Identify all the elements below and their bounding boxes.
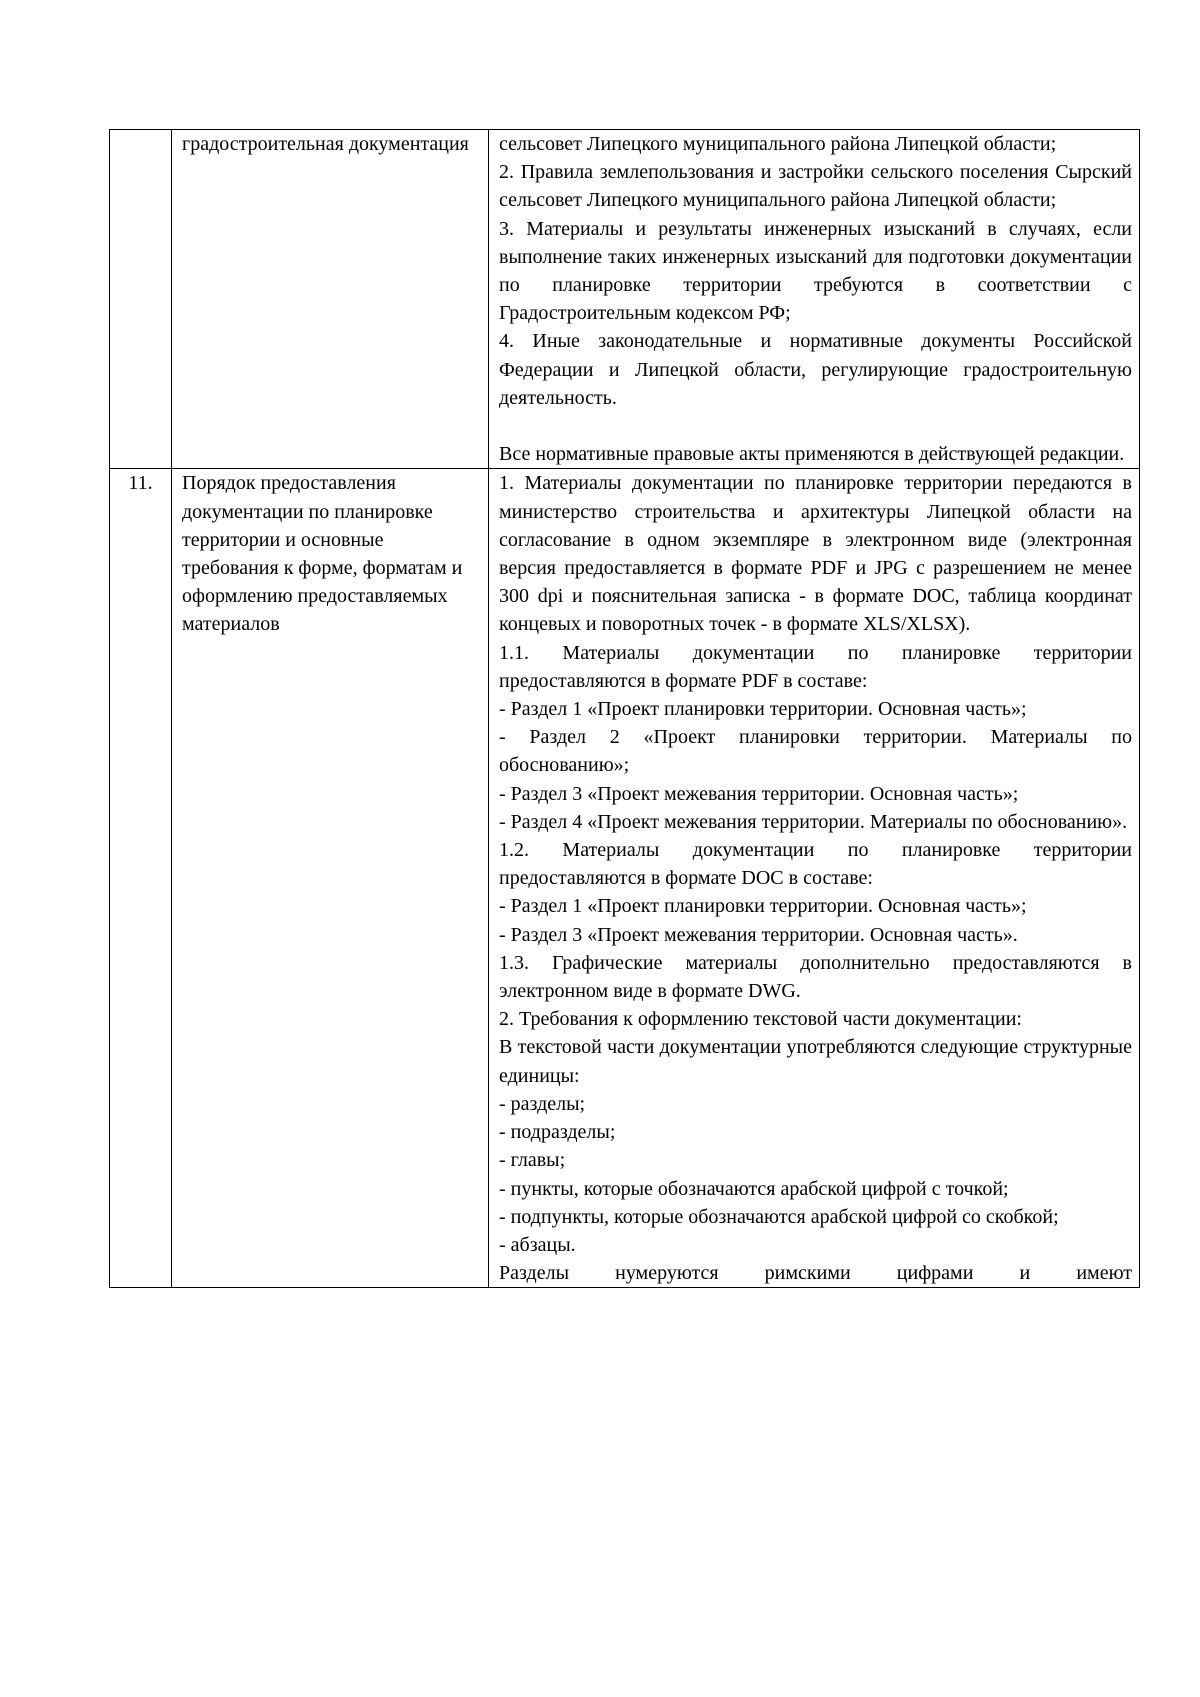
requirements-table: [109, 129, 1140, 1288]
paragraph: 1. Материалы документации по планировке территории передаются в министерство строительства и архитектуры Липецкой области на согласование в одном экземпляре в электронном виде (электронная версия предоставляется в формате PDF и JPG с разрешением не менее 300 dpi и пояснительная записка - в формате DOC, таблица координат концевых и поворотных точек - в формате XLS/XLSX).: [499, 472, 1132, 636]
row-number-cell: 11.: [110, 469, 172, 1288]
paragraph: - пункты, которые обозначаются арабской цифрой с точкой;: [499, 1177, 1009, 1200]
paragraph: 1.2. Материалы документации по планировке территории предоставляются в формате DOC в составе:: [499, 839, 1132, 890]
paragraph: - подпункты, которые обозначаются арабской цифрой со скобкой;: [499, 1205, 1059, 1228]
paragraph: - Раздел 4 «Проект межевания территории. Материалы по обоснованию».: [499, 810, 1128, 833]
paragraph: - абзацы.: [499, 1233, 576, 1256]
table-row: [110, 469, 1140, 1288]
paragraph: В текстовой части документации употребляются следующие структурные единицы:: [499, 1036, 1132, 1087]
row-description-cell: [489, 130, 1140, 469]
paragraph: - Раздел 2 «Проект планировки территории. Материалы по обоснованию»;: [499, 726, 1132, 777]
paragraph: 1.3. Графические материалы дополнительно предоставляются в электронном виде в формате DWG.: [499, 951, 1132, 1003]
paragraph: Разделы нумеруются римскими цифрами и имеют: [499, 1262, 1132, 1285]
paragraph: 3. Материалы и результаты инженерных изысканий в случаях, если выполнение таких инженерных изысканий для подготовки документации по планировке территории требуются в соответствии с Градостроительным кодексом РФ;: [499, 217, 1132, 325]
paragraph: - разделы;: [499, 1092, 586, 1115]
paragraph: 2. Правила землепользования и застройки сельского поселения Сырский сельсовет Липецкого муниципального района Липецкой области;: [499, 161, 1132, 212]
row-number-cell: [110, 130, 172, 469]
paragraph: Все нормативные правовые акты применяются в действующей редакции.: [499, 443, 1125, 466]
paragraph: 1.1. Материалы документации по планировке территории предоставляются в формате PDF в составе:: [499, 641, 1132, 692]
row-description-cell: [489, 469, 1140, 1288]
table-row: [110, 130, 1140, 469]
paragraph: 4. Иные законодательные и нормативные документы Российской Федерации и Липецкой области, регулирующие градостроительную деятельность.: [499, 330, 1132, 409]
paragraph: - Раздел 3 «Проект межевания территории. Основная часть».: [499, 923, 1018, 946]
paragraph: 2. Требования к оформлению текстовой части документации:: [499, 1008, 1022, 1031]
paragraph: - Раздел 1 «Проект планировки территории. Основная часть»;: [499, 895, 1027, 918]
paragraph: - Раздел 1 «Проект планировки территории. Основная часть»;: [499, 698, 1027, 721]
blank-line: [499, 412, 1132, 440]
paragraph: - подразделы;: [499, 1121, 616, 1144]
row-name-cell: градостроительная документация: [172, 130, 489, 469]
paragraph: - Раздел 3 «Проект межевания территории. Основная часть»;: [499, 782, 1019, 805]
row-name-cell: Порядок предоставления документации по планировке территории и основные требования к форме, форматам и оформлению предоставляемых материалов: [172, 469, 489, 1288]
paragraph: - главы;: [499, 1149, 566, 1172]
paragraph: сельсовет Липецкого муниципального района Липецкой области;: [499, 133, 1057, 155]
